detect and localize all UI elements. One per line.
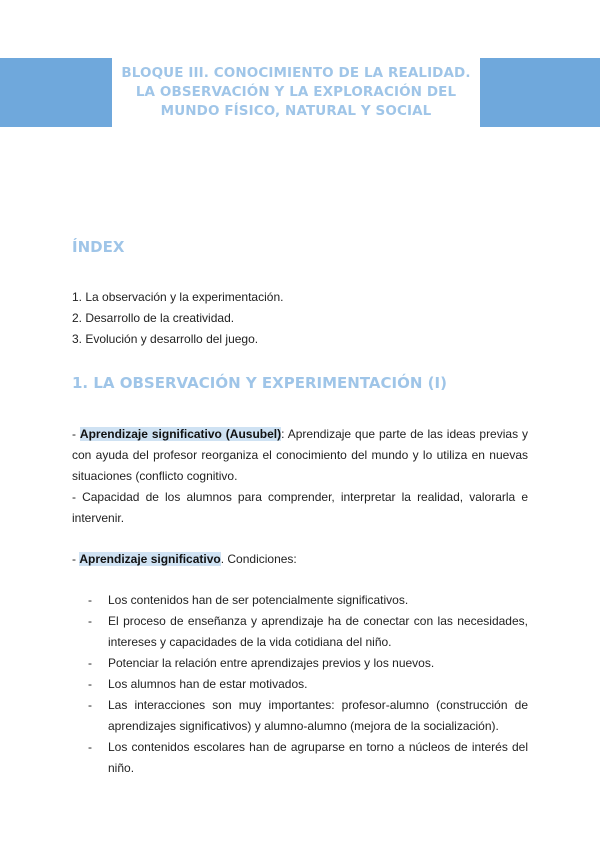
list-item-text: Los alumnos han de estar motivados.: [108, 677, 308, 691]
definition-block: [72, 424, 528, 529]
bullet-dash: -: [88, 656, 92, 670]
document-title: BLOQUE III. CONOCIMIENTO DE LA REALIDAD. LA OBSERVACIÓN Y LA EXPLORACIÓN DEL MUNDO FÍSICO, NATURAL Y SOCIAL: [121, 65, 471, 119]
header-band: [0, 58, 600, 127]
bullet-dash: -: [88, 677, 92, 691]
bullet-dash: -: [88, 740, 92, 754]
list-item: [88, 674, 528, 695]
table-of-contents: [72, 287, 283, 350]
definition-paragraph: [72, 424, 528, 487]
conditions-intro: [72, 549, 528, 570]
conditions-intro-block: [72, 549, 528, 570]
list-item: [88, 611, 528, 653]
bullet-dash: -: [88, 698, 92, 712]
conditions-list: [88, 590, 528, 779]
highlighted-term: Aprendizaje significativo: [79, 552, 221, 566]
capacity-paragraph: - Capacidad de los alumnos para comprender, interpretar la realidad, valorarla e intervenir.: [72, 490, 528, 525]
toc-item: 2. Desarrollo de la creatividad.: [72, 311, 235, 325]
definition-text: : Aprendizaje que parte de las ideas previas y con ayuda del profesor reorganiza el conocimiento del mundo y lo utiliza en nuevas situaciones (conflicto cognitivo.: [72, 427, 528, 483]
bullet-dash: -: [88, 614, 92, 628]
highlighted-term: Aprendizaje significativo (Ausubel): [79, 427, 282, 441]
toc-item: 1. La observación y la experimentación.: [72, 290, 284, 304]
index-heading: ÍNDEX: [72, 238, 125, 256]
list-item-text: El proceso de enseñanza y aprendizaje ha de conectar con las necesidades, intereses y capacidades de la vida cotidiana del niño.: [108, 614, 528, 649]
list-item: [88, 695, 528, 737]
list-item-text: Los contenidos han de ser potencialmente significativos.: [108, 593, 409, 607]
section-heading: 1. LA OBSERVACIÓN Y EXPERIMENTACIÓN (I): [72, 374, 447, 392]
dash-prefix: -: [72, 427, 80, 441]
list-item-text: Los contenidos escolares han de agruparse en torno a núcleos de interés del niño.: [108, 740, 528, 775]
list-item: [88, 653, 528, 674]
list-item: [88, 737, 528, 779]
list-item-text: Las interacciones son muy importantes: profesor-alumno (construcción de aprendizajes significativos) y alumno-alumno (mejora de la socialización).: [108, 698, 528, 733]
header-title-box: [112, 58, 480, 127]
bullet-dash: -: [88, 593, 92, 607]
list-item: [88, 590, 528, 611]
conditions-intro-text: . Condiciones:: [220, 552, 297, 566]
list-item-text: Potenciar la relación entre aprendizajes previos y los nuevos.: [108, 656, 435, 670]
dash-prefix: -: [72, 552, 80, 566]
toc-item: 3. Evolución y desarrollo del juego.: [72, 332, 259, 346]
